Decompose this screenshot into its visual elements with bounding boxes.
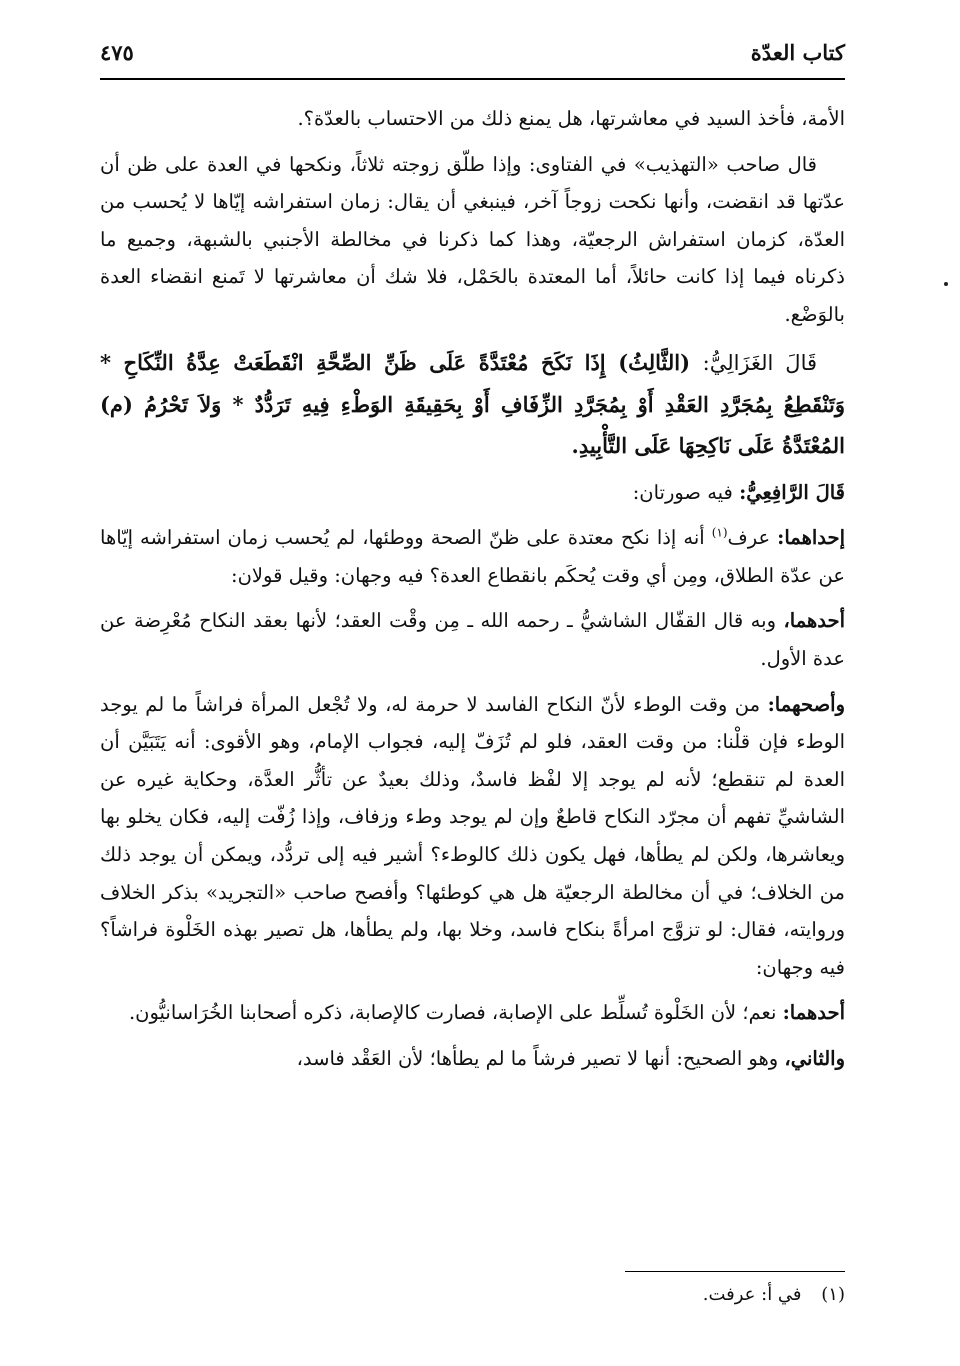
speaker-label: قَالَ الغَزَالِيُّ: (702, 350, 818, 375)
paragraph-text: عرف (727, 526, 771, 550)
paragraph (100, 602, 845, 677)
paragraph-text: وهو الصحيح: أنها لا تصير فرشاً ما لم يطأها؛ لأن العَقْد فاسد، (296, 1046, 779, 1070)
paragraph-lead: وأصحهما: (767, 692, 845, 716)
paragraph (100, 100, 845, 138)
paragraph (100, 686, 845, 987)
paragraph-text: وبه قال القفّال الشاشيُّ ـ رحمه الله ـ مِن وقْت العقد؛ لأنها بعقد النكاح مُعْرِضة عن عدة الأول. (100, 609, 845, 670)
paragraph-lead: أحدهما، (783, 609, 845, 633)
matn-text: (الثَّالِثُ) إِذَا نَكَحَ مُعْتَدَّةً عَلَى ظَنِّ الصِّحَّةِ انْقَطَعَتْ عِدَّةُ النِّكَاحِ * وَتَنْقَطِعُ بِمُجَرَّدِ العَقْدِ أَوْ بِمُجَرَّدِ الزِّفَافِ أَوْ بِحَقِيقَةِ الوَطْءِ فِيهِ تَرَدُّدٌ * وَلاَ تَحْرُمُ (م) المُعْتَدَّةُ عَلَى نَاكِحِهَا عَلَى التَّأْبِيدِ. (100, 349, 845, 458)
footnote-ref: (١) (711, 525, 728, 540)
margin-dot (944, 282, 948, 286)
paragraph-text: فيه صورتان: (632, 480, 733, 504)
paragraph (100, 519, 845, 594)
paragraph-lead: إحداهما: (777, 526, 845, 550)
book-page (100, 36, 845, 1336)
paragraph-text: قال صاحب «التهذيب» في الفتاوى: وإذا طلّق زوجته ثلاثاً، ونكحها في العدة على ظن أن عدّتها قد انقضت، وأنها نكحت زوجاً آخر، فينبغي أن يقال: زمان استفراشه إيّاها لا يُحسب من العدّة، كزمان استفراش الرجعيّة، وهذا كما ذكرنا في مخالطة الأجنبي بالشبهة، وجميع ما ذكرناه فيما إذا كانت حائلاً، أما المعتدة بالحَمْل، فلا شك أن معاشرتها لا تَمنع انقضاء العدة بالوَضْع. (100, 152, 845, 326)
paragraph-lead: والثاني، (784, 1046, 845, 1070)
paragraph-lead: أحدهما: (782, 1001, 845, 1025)
header-rule (100, 78, 845, 80)
footnote-rule (625, 1271, 845, 1272)
matn-paragraph (100, 342, 845, 466)
chapter-title: كتاب العدّة (750, 40, 845, 65)
paragraph-text: من وقت الوطء لأنّ النكاح الفاسد لا حرمة له، ولا تُجْعل المرأة فراشاً ما لم يوجد الوطء فإن قلْنا: من وقت العقد، فلو لم تُزَفّ إليه، فجواب الإمام، وهو الأقوى: أنه يَتَبَيَّن أن العدة لم تنقطع؛ لأنه لم يوجد إلا لفْظ فاسدٌ، وذلك بعيدٌ عن تأثُّر العدَّة، وحكاية غيره عن الشاشيِّ تفهم أن مجرّد النكاح قاطعٌ وإن لم يوجد وطء وزفاف، وإذا زُفّت إليه، فكان يخلو بها ويعاشرها، ولكن لم يطأها، فهل يكون ذلك كالوطء؟ أشير فيه إلى تردُّد، ويمكن أن يوجد ذلك من الخلاف؛ في أن مخالطة الرجعيّة هل هي كوطئها؟ وأفصح صاحب «التجريد» بذكر الخلاف وروايته، فقال: لو تزوَّج امرأةً بنكاح فاسد، وخلا بها، ولم يطأها، هل تصير بهذه الخَلْوة فراشاً؟ فيه وجهان: (100, 692, 845, 979)
footnote-number: (١) (821, 1284, 845, 1305)
running-header (100, 36, 845, 76)
page-number: ٤٧٥ (100, 40, 134, 65)
footnote-text: في أ: عرفت. (702, 1284, 802, 1305)
paragraph (100, 994, 845, 1032)
paragraph-text: نعم؛ لأن الخَلْوة تُسلِّط على الإصابة، فصارت كالإصابة، ذكره أصحابنا الخُرَاسانيُّون. (128, 1001, 777, 1025)
paragraph (100, 474, 845, 512)
paragraph-text: أنه إذا نكح معتدة على ظنّ الصحة ووطئها، لم يُحسب زمان استفراشه إيّاها عن عدّة الطلاق، ومِن أي وقت يُحكَم بانقطاع العدة؟ فيه وجهان: وقيل قولان: (100, 526, 845, 587)
paragraph (100, 1040, 845, 1078)
paragraph-text: الأمة، فأخذ السيد في معاشرتها، هل يمنع ذلك من الاحتساب بالعدّة؟. (297, 107, 845, 130)
paragraph (100, 146, 845, 334)
footnote (703, 1284, 845, 1305)
speaker-label: قَالَ الرَّافِعِيُّ: (739, 480, 845, 504)
page-body (100, 100, 845, 1085)
